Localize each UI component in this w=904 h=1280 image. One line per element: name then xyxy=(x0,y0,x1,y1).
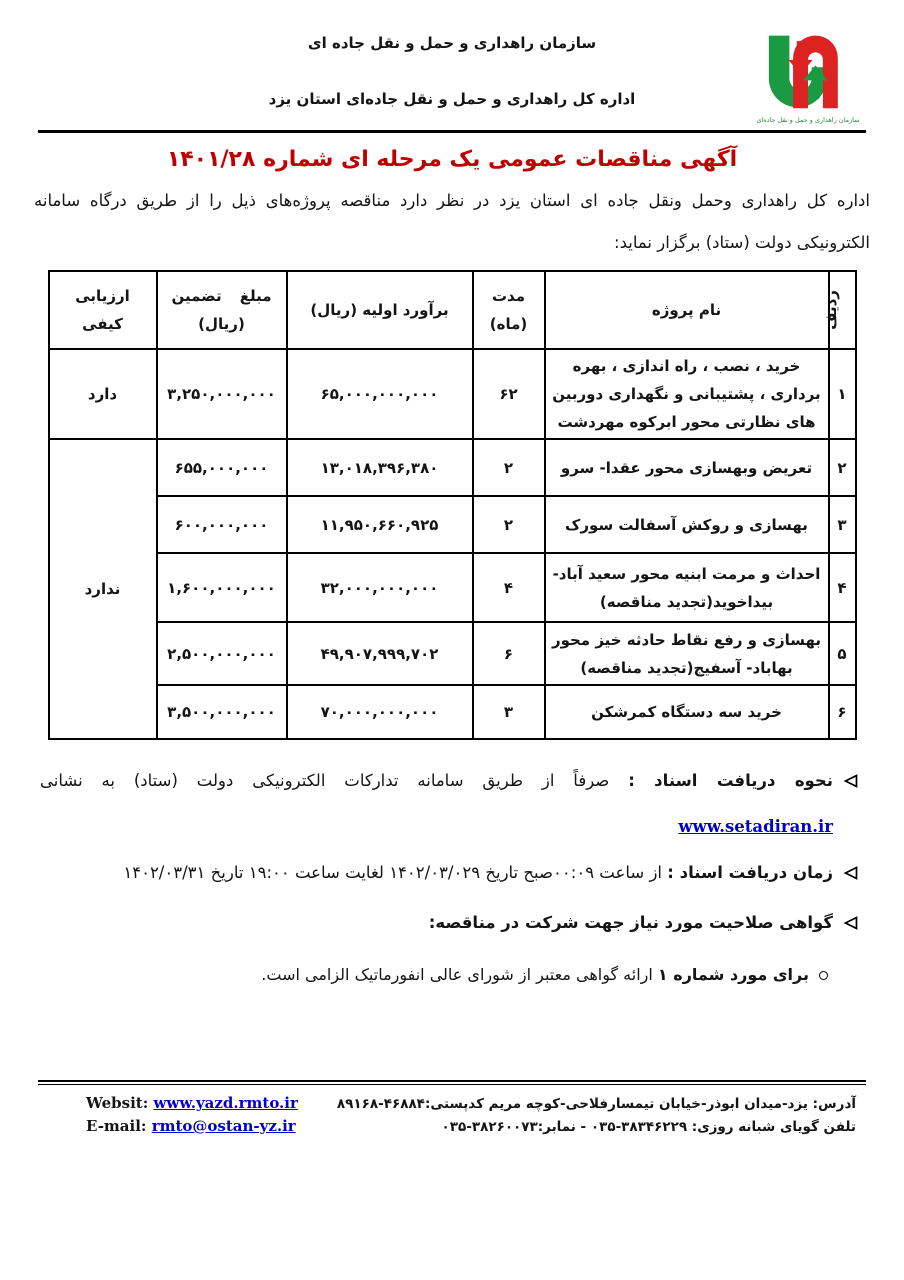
cell-duration: ۶۲ xyxy=(473,349,545,439)
cell-guarantee: ۶۰۰,۰۰۰,۰۰۰ xyxy=(157,496,287,553)
sub-bullet-item1 xyxy=(40,960,828,990)
header-org-line2: اداره کل راهداری و حمل و نقل جاده‌ای استان یزد xyxy=(268,90,636,108)
website-label: Websit: xyxy=(86,1094,149,1112)
footer-divider xyxy=(38,1080,866,1085)
cell-row-number: ۵ xyxy=(829,622,856,685)
intro-line2: الکترونیکی دولت (ستاد) برگزار نماید: xyxy=(614,233,870,252)
col-header-guarantee: مبلغ تضمین (ریال) xyxy=(157,271,287,349)
tender-table xyxy=(48,270,857,740)
org-logo-icon xyxy=(760,30,856,112)
notes-section xyxy=(40,766,858,990)
cell-project-name: بهسازی و رفع نقاط حادثه خیز محور بهاباد- آسفیج(تجدید مناقصه) xyxy=(545,622,829,685)
header-divider xyxy=(38,130,866,133)
cell-qualitative: دارد xyxy=(49,349,157,439)
email-label: E-mail: xyxy=(86,1117,147,1135)
circle-bullet-icon xyxy=(819,971,828,980)
sub-bullet-item1-text: ارائه گواهی معتبر از شورای عالی انفورماتیک الزامی است. xyxy=(261,965,653,984)
cell-row-number: ۲ xyxy=(829,439,856,496)
cell-row-number: ۱ xyxy=(829,349,856,439)
cell-row-number: ۴ xyxy=(829,553,856,622)
cell-estimate: ۱۳,۰۱۸,۳۹۶,۳۸۰ xyxy=(287,439,473,496)
intro-paragraph xyxy=(34,180,870,264)
table-row xyxy=(49,496,856,553)
email-link[interactable]: rmto@ostan-yz.ir xyxy=(151,1117,296,1135)
col-header-row-number: ردیف xyxy=(829,271,856,349)
cell-guarantee: ۶۵۵,۰۰۰,۰۰۰ xyxy=(157,439,287,496)
cell-project-name: بهسازی و روکش آسفالت سورک xyxy=(545,496,829,553)
cell-duration: ۴ xyxy=(473,553,545,622)
bullet-receive-time xyxy=(40,858,858,888)
org-logo-caption: سازمان راهداری و حمل و نقل جاده‌ای xyxy=(756,116,860,124)
bullet-receive-method-label: نحوه دریافت اسناد : xyxy=(628,771,833,790)
cell-guarantee: ۱,۶۰۰,۰۰۰,۰۰۰ xyxy=(157,553,287,622)
cell-duration: ۲ xyxy=(473,496,545,553)
cell-project-name: احداث و مرمت ابنیه محور سعید آباد- بیداخوید(تجدید مناقصه) xyxy=(545,553,829,622)
table-header-row xyxy=(49,271,856,349)
cell-project-name: خرید ، نصب ، راه اندازی ، بهره برداری ، پشتیبانی و نگهداری دوربین های نظارتی محور ابرکوه مهردشت xyxy=(545,349,829,439)
postal-code: ۸۹۱۶۸-۴۶۸۸۴ xyxy=(336,1096,425,1112)
fax-number: ۰۳۵-۳۸۲۶۰۰۷۳ xyxy=(441,1119,538,1135)
table-row xyxy=(49,685,856,739)
col-header-duration: مدت (ماه) xyxy=(473,271,545,349)
header-org-line1: سازمان راهداری و حمل و نقل جاده ای xyxy=(307,34,597,52)
address-line: آدرس: یزد-میدان ابوذر-خیابان تیمسارفلاحی-کوچه مریم کدپستی:۸۹۱۶۸-۴۶۸۸۴ xyxy=(336,1096,856,1112)
bullet-receive-time-text: از ساعت ۰۰:۰۹صبح تاریخ ۱۴۰۲/۰۳/۰۲۹ لغایت ساعت ۱۹:۰۰ تاریخ ۱۴۰۲/۰۳/۳۱ xyxy=(123,863,663,882)
cell-qualitative-merged: ندارد xyxy=(49,439,157,739)
intro-line1: اداره کل راهداری وحمل ونقل جاده ای استان یزد در نظر دارد مناقصه پروژه‌های ذیل را از طریق درگاه سامانه xyxy=(34,191,870,210)
col-header-qualitative: ارزیابی کیفی xyxy=(49,271,157,349)
col-header-project-name: نام پروژه xyxy=(545,271,829,349)
bullet-receive-time-label: زمان دریافت اسناد : xyxy=(667,863,833,882)
cell-project-name: تعریض وبهسازی محور عقدا- سرو xyxy=(545,439,829,496)
bullet-certificates xyxy=(40,908,858,938)
arrow-bullet-icon xyxy=(843,866,858,880)
phone-number: ۰۳۵-۳۸۳۴۶۲۲۹ xyxy=(590,1119,688,1135)
table-row xyxy=(49,622,856,685)
cell-estimate: ۷۰,۰۰۰,۰۰۰,۰۰۰ xyxy=(287,685,473,739)
cell-estimate: ۴۹,۹۰۷,۹۹۹,۷۰۲ xyxy=(287,622,473,685)
cell-row-number: ۳ xyxy=(829,496,856,553)
setadiran-link[interactable]: www.setadiran.ir xyxy=(678,817,833,836)
table-row xyxy=(49,553,856,622)
bullet-receive-method xyxy=(40,766,858,842)
footer xyxy=(0,1080,904,1135)
cell-guarantee: ۳,۲۵۰,۰۰۰,۰۰۰ xyxy=(157,349,287,439)
bullet-certificates-label: گواهی صلاحیت مورد نیاز جهت شرکت در مناقصه: xyxy=(428,913,833,932)
website-link[interactable]: www.yazd.rmto.ir xyxy=(153,1094,298,1112)
cell-estimate: ۳۲,۰۰۰,۰۰۰,۰۰۰ xyxy=(287,553,473,622)
cell-estimate: ۱۱,۹۵۰,۶۶۰,۹۲۵ xyxy=(287,496,473,553)
cell-project-name: خرید سه دستگاه کمرشکن xyxy=(545,685,829,739)
cell-duration: ۳ xyxy=(473,685,545,739)
cell-row-number: ۶ xyxy=(829,685,856,739)
arrow-bullet-icon xyxy=(843,774,858,788)
arrow-bullet-icon xyxy=(843,916,858,930)
cell-estimate: ۶۵,۰۰۰,۰۰۰,۰۰۰ xyxy=(287,349,473,439)
bullet-receive-method-text: صرفاً از طریق سامانه تدارکات الکترونیکی دولت (ستاد) به نشانی xyxy=(40,771,610,790)
cell-duration: ۲ xyxy=(473,439,545,496)
page-title: آگهی مناقصات عمومی یک مرحله ای شماره ۱۴۰۱/۲۸ xyxy=(166,147,738,172)
cell-guarantee: ۲,۵۰۰,۰۰۰,۰۰۰ xyxy=(157,622,287,685)
org-logo xyxy=(756,30,860,124)
table-row xyxy=(49,439,856,496)
sub-bullet-item1-label: برای مورد شماره ۱ xyxy=(657,965,809,984)
table-row xyxy=(49,349,856,439)
col-header-estimate: برآورد اولیه (ریال) xyxy=(287,271,473,349)
phone-line: تلفن گویای شبانه روزی: ۰۳۵-۳۸۳۴۶۲۲۹ - نمابر:۰۳۵-۳۸۲۶۰۰۷۳ xyxy=(441,1119,856,1135)
cell-guarantee: ۳,۵۰۰,۰۰۰,۰۰۰ xyxy=(157,685,287,739)
cell-duration: ۶ xyxy=(473,622,545,685)
